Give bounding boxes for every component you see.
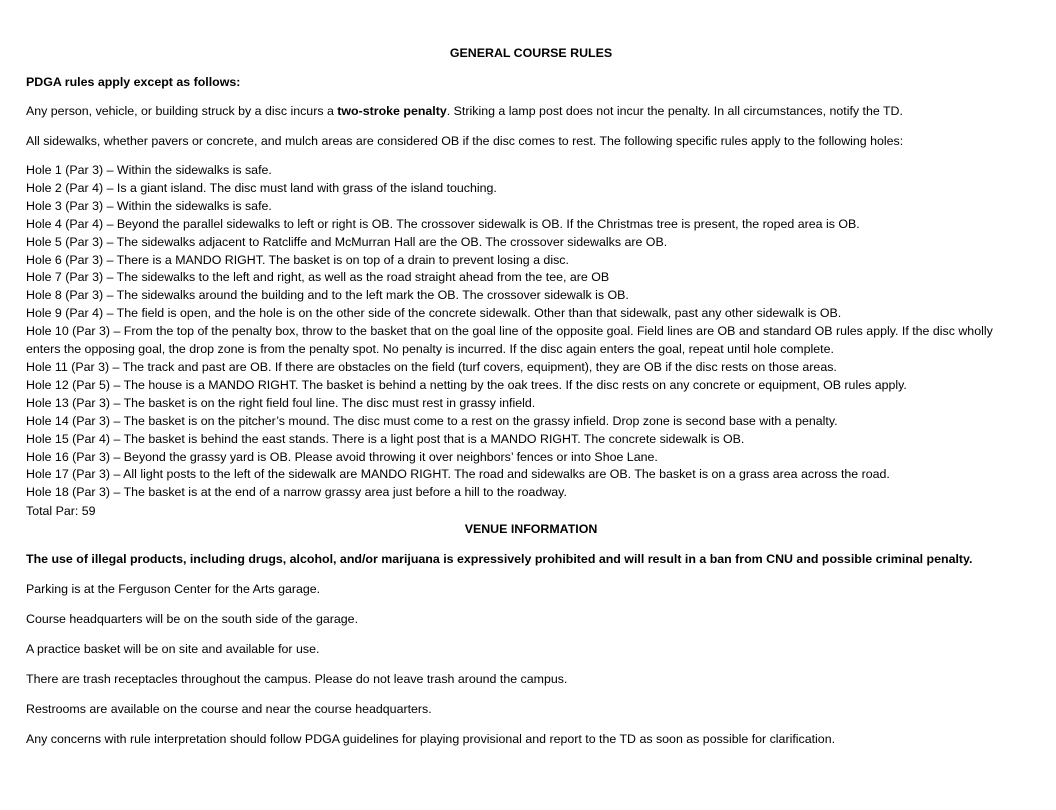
venue-item-practice-basket: A practice basket will be on site and available for use. (26, 642, 320, 657)
hole-rule-8: Hole 8 (Par 3) – The sidewalks around the building and to the left mark the OB. The crossover sidewalk is OB. (26, 288, 629, 303)
hole-rule-16: Hole 16 (Par 3) – Beyond the grassy yard is OB. Please avoid throwing it over neighbors’ fences or into Shoe Lane. (26, 449, 658, 464)
hole-rule-7: Hole 7 (Par 3) – The sidewalks to the left and right, as well as the road straight ahead from the tee, are OB (26, 270, 610, 285)
total-par: Total Par: 59 (26, 504, 96, 519)
hole-rule-4: Hole 4 (Par 4) – Beyond the parallel sidewalks to left or right is OB. The crossover sidewalk is OB. If the Christmas tree is present, the roped area is OB. (26, 216, 860, 231)
strike-rule-after: . Striking a lamp post does not incur the penalty. In all circumstances, notify the TD. (446, 104, 903, 118)
hole-rule-12: Hole 12 (Par 5) – The house is a MANDO RIGHT. The basket is behind a netting by the oak trees. If the disc rests on any concrete or equipment, OB rules apply. (26, 377, 907, 392)
hole-rule-15: Hole 15 (Par 4) – The basket is behind the east stands. There is a light post that is a MANDO RIGHT. The concrete sidewalk is OB. (26, 431, 745, 446)
hole-rule-6: Hole 6 (Par 3) – There is a MANDO RIGHT. The basket is on top of a drain to prevent losing a disc. (26, 252, 569, 267)
hole-rule-2: Hole 2 (Par 4) – Is a giant island. The disc must land with grass of the island touching. (26, 180, 497, 195)
hole-rule-11: Hole 11 (Par 3) – The track and past are OB. If there are obstacles on the field (turf covers, equipment), they are OB if the disc rests on those areas. (26, 359, 837, 374)
strike-rule-penalty: two-stroke penalty (337, 104, 447, 118)
general-rules-heading: GENERAL COURSE RULES (449, 46, 613, 60)
hole-rule-5: Hole 5 (Par 3) – The sidewalks adjacent to Ratcliffe and McMurran Hall are the OB. The crossover sidewalks are OB. (26, 234, 668, 249)
hole-rule-18: Hole 18 (Par 3) – The basket is at the end of a narrow grassy area just before a hill to the roadway. (26, 485, 567, 500)
hole-rule-17: Hole 17 (Par 3) – All light posts to the left of the sidewalk are MANDO RIGHT. The road and sidewalks are OB. The basket is on a grass area across the road. (26, 467, 890, 482)
hole-rule-10: Hole 10 (Par 3) – From the top of the penalty box, throw to the basket that on the goal line of the opposite goal. Field lines are OB and standard OB rules apply. If the disc wholly enters the opposing goal, the drop zone is from the penalty spot. No penalty is incurred. If the disc again enters the goal, repeat until hole complete. (26, 324, 993, 357)
document-page (26, 44, 1036, 760)
hole-rule-1: Hole 1 (Par 3) – Within the sidewalks is safe. (26, 163, 272, 177)
hole-rule-14: Hole 14 (Par 3) – The basket is on the pitcher’s mound. The disc must come to a rest on the grassy infield. Drop zone is second base with a penalty. (26, 413, 838, 428)
venue-item-parking: Parking is at the Ferguson Center for the Arts garage. (26, 582, 321, 597)
hole-rule-3: Hole 3 (Par 3) – Within the sidewalks is safe. (26, 198, 272, 213)
strike-rule (26, 102, 1036, 120)
strike-rule-before: Any person, vehicle, or building struck by a disc incurs a (26, 104, 338, 118)
hole-rule-9: Hole 9 (Par 4) – The field is open, and the hole is on the other side of the concrete sidewalk. Other than that sidewalk, past any other sidewalk is OB. (26, 306, 842, 321)
pdga-intro: PDGA rules apply except as follows: (26, 75, 241, 89)
venue-item-trash: There are trash receptacles throughout the campus. Please do not leave trash around the campus. (26, 672, 568, 687)
hole-rule-13: Hole 13 (Par 3) – The basket is on the right field foul line. The disc must rest in grassy infield. (26, 395, 536, 410)
venue-item-restrooms: Restrooms are available on the course and near the course headquarters. (26, 702, 432, 717)
venue-info-heading: VENUE INFORMATION (464, 522, 598, 537)
venue-item-concerns: Any concerns with rule interpretation should follow PDGA guidelines for playing provisional and report to the TD as soon as possible for clarification. (26, 732, 836, 747)
prohibition-notice: The use of illegal products, including drugs, alcohol, and/or marijuana is expressively prohibited and will result in a ban from CNU and possible criminal penalty. (26, 552, 973, 567)
ob-rule: All sidewalks, whether pavers or concrete, and mulch areas are considered OB if the disc comes to rest. The following specific rules apply to the following holes: (26, 134, 904, 148)
venue-item-headquarters: Course headquarters will be on the south side of the garage. (26, 612, 359, 627)
hole-rules-list (26, 162, 1036, 502)
